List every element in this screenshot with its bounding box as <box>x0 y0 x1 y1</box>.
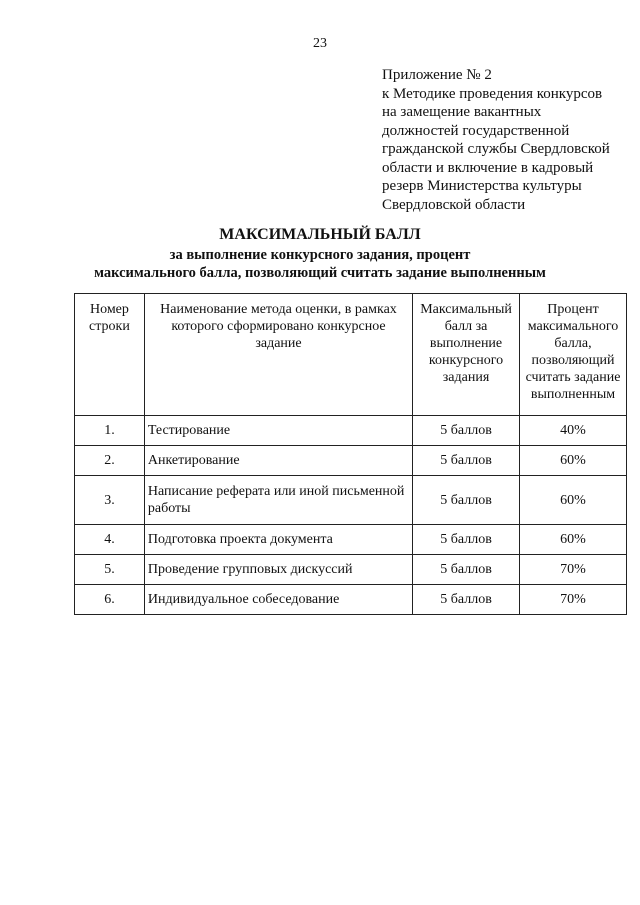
table-row <box>75 585 627 615</box>
row-score: 5 баллов <box>413 416 520 446</box>
row-score: 5 баллов <box>413 555 520 585</box>
row-number: 1. <box>75 416 145 446</box>
header-method: Наименование метода оценки, в рамках которого сформировано конкурсное задание <box>144 294 412 416</box>
row-percent: 60% <box>520 525 627 555</box>
appendix-note <box>382 66 632 214</box>
table-row <box>75 476 627 525</box>
header-row-number: Номер строки <box>75 294 145 416</box>
row-number: 5. <box>75 555 145 585</box>
row-method: Анкетирование <box>144 446 412 476</box>
row-method: Индивидуальное собеседование <box>144 585 412 615</box>
row-percent: 60% <box>520 446 627 476</box>
subtitle-line: максимального балла, позволяющий считать задание выполненным <box>94 265 546 281</box>
table-header-row <box>75 294 627 416</box>
score-table <box>74 293 627 615</box>
row-percent: 70% <box>520 555 627 585</box>
table-row <box>75 555 627 585</box>
page-number: 23 <box>313 36 327 51</box>
row-method: Подготовка проекта документа <box>144 525 412 555</box>
appendix-line: резерв Министерства культуры <box>382 178 582 194</box>
row-score: 5 баллов <box>413 446 520 476</box>
row-method: Проведение групповых дискуссий <box>144 555 412 585</box>
row-score: 5 баллов <box>413 585 520 615</box>
row-percent: 70% <box>520 585 627 615</box>
appendix-line: области и включение в кадровый <box>382 159 594 176</box>
subtitle-line: за выполнение конкурсного задания, процент <box>169 247 471 263</box>
table-row <box>75 525 627 555</box>
row-method: Написание реферата или иной письменной работы <box>144 476 412 525</box>
row-method: Тестирование <box>144 416 412 446</box>
appendix-line: должностей государственной <box>382 122 570 139</box>
row-number: 6. <box>75 585 145 615</box>
document-title: МАКСИМАЛЬНЫЙ БАЛЛ <box>219 226 421 243</box>
header-max-score: Максимальный балл за выполнение конкурсного задания <box>413 294 520 416</box>
appendix-line: к Методике проведения конкурсов <box>382 85 603 102</box>
row-score: 5 баллов <box>413 476 520 525</box>
row-percent: 60% <box>520 476 627 525</box>
appendix-line: гражданской службы Свердловской <box>382 141 610 157</box>
row-number: 4. <box>75 525 145 555</box>
row-score: 5 баллов <box>413 525 520 555</box>
appendix-line: Свердловской области <box>382 196 526 213</box>
row-number: 2. <box>75 446 145 476</box>
appendix-line: Приложение № 2 <box>382 67 492 83</box>
header-percent: Процент максимального балла, позволяющий считать задание выполненным <box>520 294 627 416</box>
table-row <box>75 446 627 476</box>
document-subtitle <box>0 246 640 282</box>
row-percent: 40% <box>520 416 627 446</box>
table-row <box>75 416 627 446</box>
row-number: 3. <box>75 476 145 525</box>
appendix-line: на замещение вакантных <box>382 104 542 120</box>
